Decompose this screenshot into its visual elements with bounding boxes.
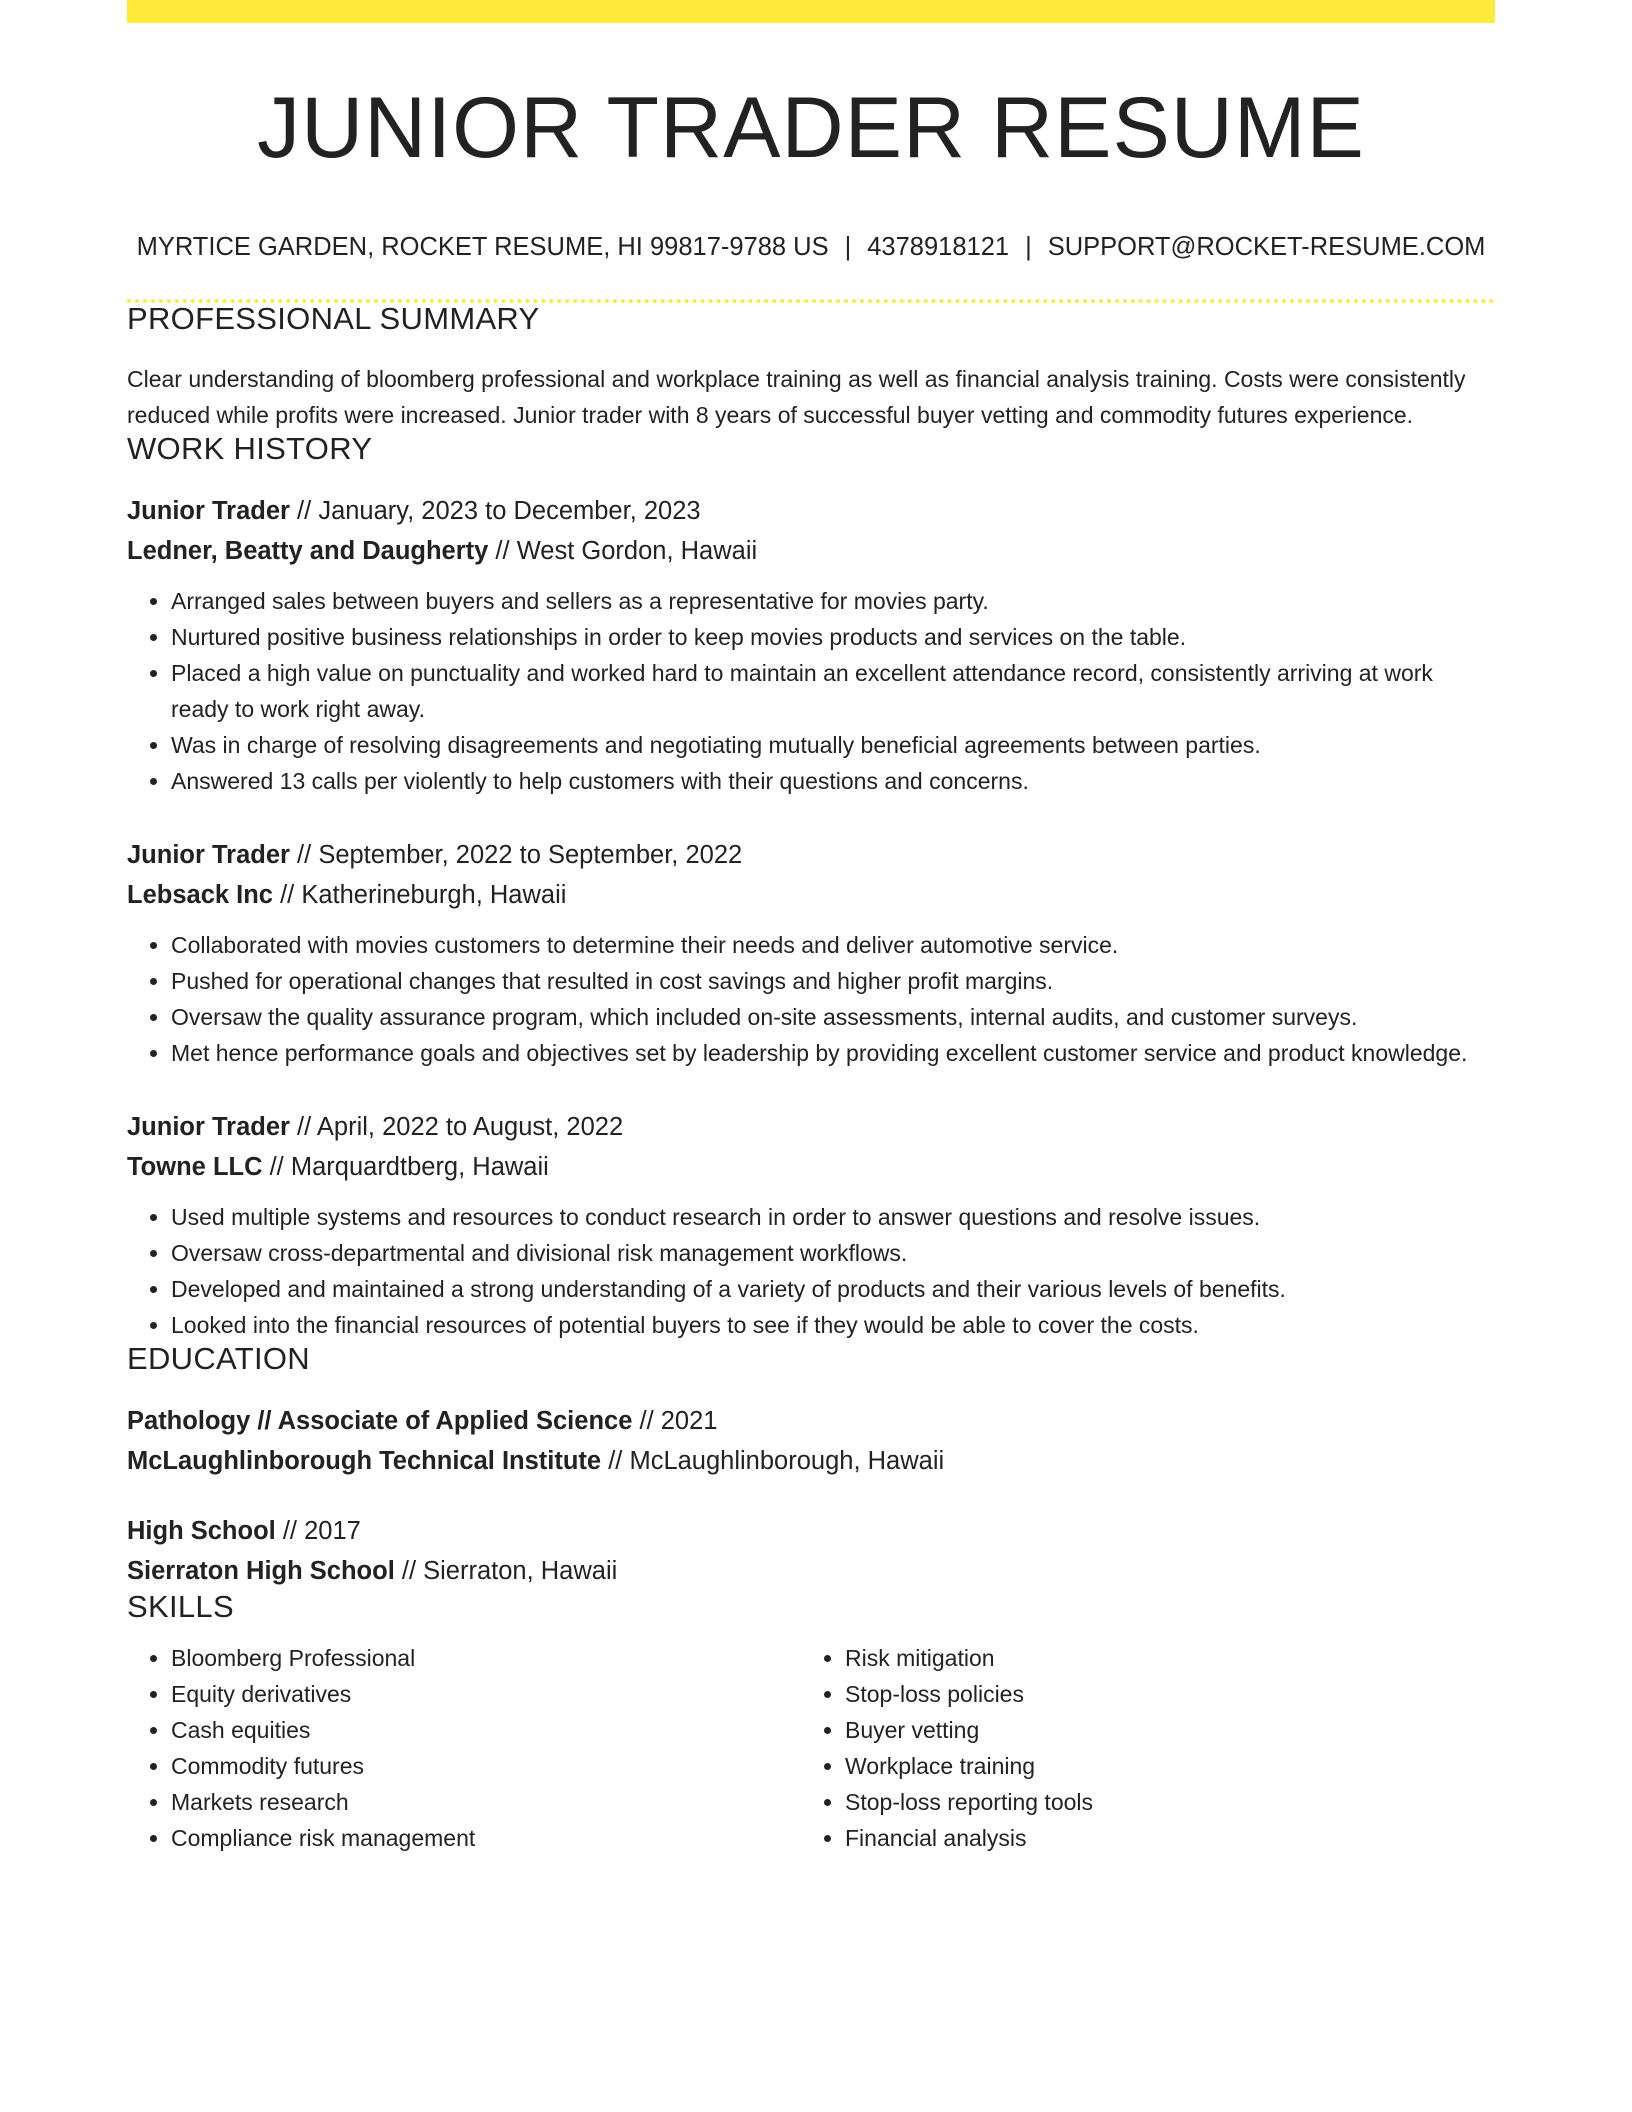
field-separator: // bbox=[394, 1556, 424, 1585]
skill-item: • Stop-loss reporting tools bbox=[845, 1784, 1465, 1820]
job-role-line bbox=[127, 491, 1495, 531]
field-separator: // bbox=[289, 1112, 317, 1141]
contact-address: MYRTICE GARDEN, ROCKET RESUME, HI 99817-9788 US bbox=[136, 233, 829, 261]
education-entry bbox=[127, 1511, 1495, 1591]
job-bullet: • Met hence performance goals and objectives set by leadership by providing excellent customer service and product knowledge. bbox=[171, 1035, 1495, 1071]
field-separator: // bbox=[275, 1516, 305, 1545]
job-role-line bbox=[127, 1107, 1495, 1147]
education-degree-line bbox=[127, 1401, 1495, 1441]
skill-item: • Markets research bbox=[171, 1784, 801, 1820]
accent-top-bar bbox=[127, 0, 1495, 23]
job-bullet: • Answered 13 calls per violently to help customers with their questions and concerns. bbox=[171, 763, 1495, 799]
job-bullets bbox=[127, 1199, 1495, 1343]
job-entry bbox=[127, 491, 1495, 799]
skills-list-right bbox=[801, 1640, 1465, 1856]
education-school-line bbox=[127, 1551, 1495, 1591]
education-degree-line bbox=[127, 1511, 1495, 1551]
job-company-line bbox=[127, 1147, 1495, 1187]
contact-line bbox=[127, 235, 1495, 261]
job-bullet: • Placed a high value on punctuality and worked hard to maintain an excellent attendance record, consistently arriving at work ready to work right away. bbox=[171, 655, 1495, 727]
job-company: Ledner, Beatty and Daugherty bbox=[127, 536, 489, 565]
skill-item: • Bloomberg Professional bbox=[171, 1640, 801, 1676]
job-bullet: • Arranged sales between buyers and sellers as a representative for movies party. bbox=[171, 583, 1495, 619]
job-bullet: • Collaborated with movies customers to determine their needs and deliver automotive service. bbox=[171, 927, 1495, 963]
job-bullet: • Nurtured positive business relationships in order to keep movies products and services on the table. bbox=[171, 619, 1495, 655]
skill-item: • Financial analysis bbox=[845, 1820, 1465, 1856]
field-separator: // bbox=[289, 496, 319, 525]
job-role: Junior Trader bbox=[127, 496, 290, 525]
skill-item: • Cash equities bbox=[171, 1712, 801, 1748]
job-location: Marquardtberg, Hawaii bbox=[290, 1152, 549, 1181]
education-year: 2021 bbox=[660, 1406, 718, 1435]
job-dates: September, 2022 to September, 2022 bbox=[318, 840, 743, 869]
section-title-summary: PROFESSIONAL SUMMARY bbox=[127, 300, 540, 336]
field-separator: // bbox=[289, 840, 319, 869]
summary-text: Clear understanding of bloomberg professional and workplace training as well as financial analysis training. Costs were consistently reduced while profits were increased. Junior trader with 8 years of successful buyer vetting and commodity futures experience. bbox=[127, 365, 1466, 428]
job-role: Junior Trader bbox=[127, 840, 290, 869]
resume-page bbox=[127, 0, 1495, 1856]
job-role-line bbox=[127, 835, 1495, 875]
job-entry bbox=[127, 835, 1495, 1071]
job-location: West Gordon, Hawaii bbox=[516, 536, 758, 565]
education-school: Sierraton High School bbox=[127, 1556, 395, 1585]
contact-separator: | bbox=[844, 233, 852, 261]
education-degree: High School bbox=[127, 1516, 276, 1545]
job-bullet: • Looked into the financial resources of potential buyers to see if they would be able to cover the costs. bbox=[171, 1307, 1495, 1343]
job-bullets bbox=[127, 927, 1495, 1071]
field-separator: // bbox=[488, 536, 517, 565]
job-role: Junior Trader bbox=[127, 1112, 290, 1141]
contact-email[interactable]: SUPPORT@ROCKET-RESUME.COM bbox=[1047, 233, 1486, 261]
job-dates: April, 2022 to August, 2022 bbox=[316, 1112, 624, 1141]
contact-phone[interactable]: 4378918121 bbox=[867, 233, 1010, 261]
education-degree: Pathology // Associate of Applied Science bbox=[127, 1406, 633, 1435]
skills-list-left bbox=[127, 1640, 801, 1856]
education-entry bbox=[127, 1401, 1495, 1481]
job-company: Lebsack Inc bbox=[127, 880, 273, 909]
section-title-skills: SKILLS bbox=[127, 1588, 234, 1624]
job-bullet: • Oversaw cross-departmental and divisional risk management workflows. bbox=[171, 1235, 1495, 1271]
skill-item: • Equity derivatives bbox=[171, 1676, 801, 1712]
field-separator: // bbox=[632, 1406, 661, 1435]
resume-title: JUNIOR TRADER RESUME bbox=[257, 80, 1365, 176]
skill-item: • Commodity futures bbox=[171, 1748, 801, 1784]
job-bullet: • Pushed for operational changes that resulted in cost savings and higher profit margins. bbox=[171, 963, 1495, 999]
field-separator: // bbox=[273, 880, 302, 909]
field-separator: // bbox=[262, 1152, 291, 1181]
education-school: McLaughlinborough Technical Institute bbox=[127, 1446, 602, 1475]
job-dates: January, 2023 to December, 2023 bbox=[318, 496, 701, 525]
skill-item: • Risk mitigation bbox=[845, 1640, 1465, 1676]
job-bullet: • Developed and maintained a strong understanding of a variety of products and their various levels of benefits. bbox=[171, 1271, 1495, 1307]
education-year: 2017 bbox=[304, 1516, 361, 1545]
job-entry bbox=[127, 1107, 1495, 1343]
education-location: Sierraton, Hawaii bbox=[423, 1556, 618, 1585]
job-company-line bbox=[127, 875, 1495, 915]
job-company: Towne LLC bbox=[127, 1152, 263, 1181]
job-bullet: • Was in charge of resolving disagreements and negotiating mutually beneficial agreements between parties. bbox=[171, 727, 1495, 763]
job-location: Katherineburgh, Hawaii bbox=[301, 880, 567, 909]
section-title-education: EDUCATION bbox=[127, 1340, 310, 1376]
contact-separator: | bbox=[1025, 233, 1032, 261]
job-company-line bbox=[127, 531, 1495, 571]
job-bullets bbox=[127, 583, 1495, 799]
education-location: McLaughlinborough, Hawaii bbox=[629, 1446, 945, 1475]
skill-item: • Buyer vetting bbox=[845, 1712, 1465, 1748]
section-title-work-history: WORK HISTORY bbox=[127, 430, 373, 466]
job-bullet: • Oversaw the quality assurance program, which included on-site assessments, internal audits, and customer surveys. bbox=[171, 999, 1495, 1035]
field-separator: // bbox=[601, 1446, 630, 1475]
skill-item: • Stop-loss policies bbox=[845, 1676, 1465, 1712]
job-bullet: • Used multiple systems and resources to conduct research in order to answer questions and resolve issues. bbox=[171, 1199, 1495, 1235]
education-school-line bbox=[127, 1441, 1495, 1481]
skill-item: • Workplace training bbox=[845, 1748, 1465, 1784]
skills-columns bbox=[127, 1640, 1495, 1856]
skill-item: • Compliance risk management bbox=[171, 1820, 801, 1856]
